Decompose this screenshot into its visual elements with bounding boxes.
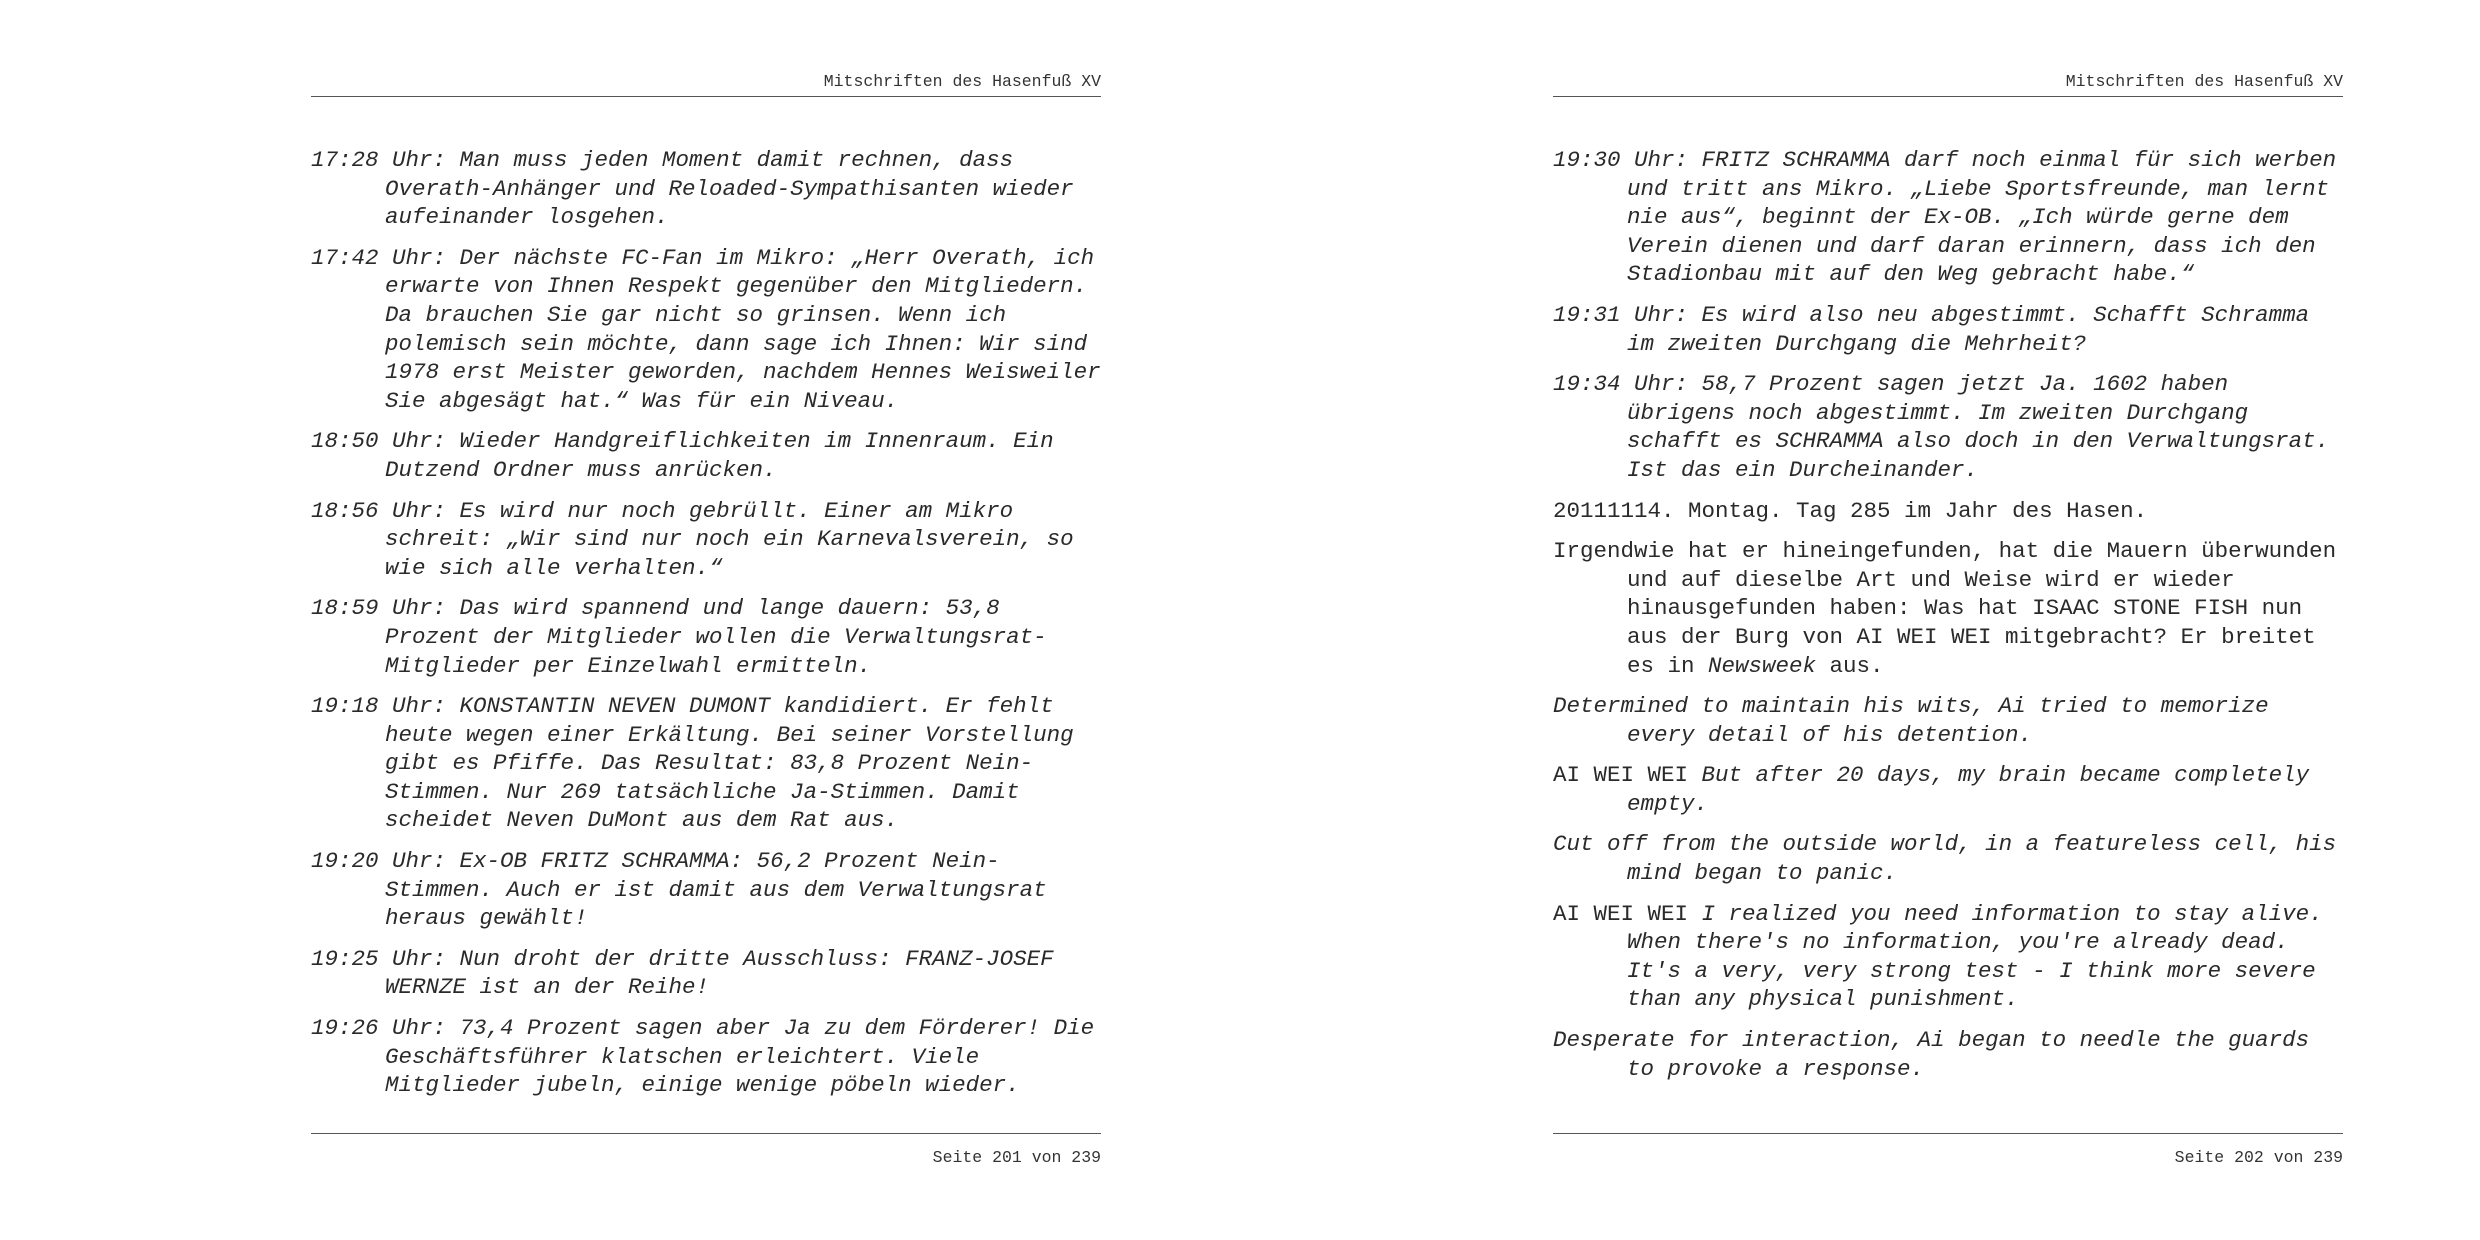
entry-text: 19:25 Uhr: Nun droht der dritte Ausschluss: FRANZ-JOSEF WERNZE ist an der Reihe! bbox=[311, 945, 1054, 1001]
entry-text: 19:18 Uhr: KONSTANTIN NEVEN DUMONT kandidiert. Er fehlt heute wegen einer Erkältung. Bei seiner Vorstellung gibt es Pfiffe. Das Resultat: 83,8 Prozent Nein-Stimmen. Nur 269 tatsächliche Ja-Stimmen. Damit scheidet Neven DuMont aus dem Rat aus. bbox=[311, 693, 1074, 834]
page-body bbox=[311, 146, 1101, 1112]
entry-text: 17:28 Uhr: Man muss jeden Moment damit rechnen, dass Overath-Anhänger und Reloaded-Sympathisanten wieder aufeinander losgehen. bbox=[311, 147, 1074, 231]
entry-paragraph bbox=[1553, 497, 2343, 526]
entry-text: 18:50 Uhr: Wieder Handgreiflichkeiten im Innenraum. Ein Dutzend Ordner muss anrücken. bbox=[311, 428, 1054, 483]
entry-paragraph bbox=[311, 847, 1101, 933]
entry-text: 18:59 Uhr: Das wird spannend und lange dauern: 53,8 Prozent der Mitglieder wollen die Verwaltungsrat-Mitglieder per Einzelwahl ermitteln. bbox=[311, 595, 1047, 679]
entry-paragraph bbox=[1553, 830, 2343, 887]
entry-text: But after 20 days, my brain became completely empty. bbox=[1627, 762, 2310, 817]
entry-paragraph bbox=[311, 692, 1101, 835]
entry-paragraph bbox=[1553, 537, 2343, 680]
entry-paragraph bbox=[311, 244, 1101, 416]
entry-paragraph bbox=[311, 427, 1101, 484]
header-rule bbox=[311, 96, 1101, 97]
footer-rule bbox=[311, 1133, 1101, 1134]
entry-text: 20111114. Montag. Tag 285 im Jahr des Hasen. bbox=[1553, 497, 2148, 524]
entry-paragraph bbox=[1553, 692, 2343, 749]
right-page bbox=[1553, 0, 2343, 1240]
entry-text: 19:26 Uhr: 73,4 Prozent sagen aber Ja zu dem Förderer! Die Geschäftsführer klatschen erleichtert. Viele Mitglieder jubeln, einige wenige pöbeln wieder. bbox=[311, 1015, 1095, 1099]
page-footer: Seite 202 von 239 bbox=[2174, 1148, 2343, 1167]
entry-text: AI WEI WEI bbox=[1553, 762, 1702, 789]
entry-text: 19:34 Uhr: 58,7 Prozent sagen jetzt Ja. 1602 haben übrigens noch abgestimmt. Im zweiten Durchgang schafft es SCHRAMMA also doch in den Verwaltungsrat. Ist das ein Durcheinander. bbox=[1553, 371, 2330, 483]
page-body bbox=[1553, 146, 2343, 1095]
entry-text: Desperate for interaction, Ai began to needle the guards to provoke a response. bbox=[1553, 1027, 2310, 1082]
entry-paragraph bbox=[1553, 900, 2343, 1014]
entry-text: 19:20 Uhr: Ex-OB FRITZ SCHRAMMA: 56,2 Prozent Nein-Stimmen. Auch er ist damit aus dem Verwaltungsrat heraus gewählt! bbox=[311, 848, 1047, 932]
entry-paragraph bbox=[311, 594, 1101, 680]
entry-paragraph bbox=[311, 1014, 1101, 1100]
entry-paragraph bbox=[1553, 301, 2343, 358]
entry-text: I realized you need information to stay alive. When there's no information, you're already dead. It's a very, very strong test - I think more severe than any physical punishment. bbox=[1627, 900, 2323, 1013]
entry-paragraph bbox=[1553, 761, 2343, 818]
page-footer: Seite 201 von 239 bbox=[932, 1148, 1101, 1167]
footer-rule bbox=[1553, 1133, 2343, 1134]
entry-paragraph bbox=[311, 146, 1101, 232]
entry-text: 19:30 Uhr: FRITZ SCHRAMMA darf noch einmal für sich werben und tritt ans Mikro. „Liebe Sportsfreunde, man lernt nie aus“, beginnt der Ex-OB. „Ich würde gerne dem Verein dienen und darf daran erinnern, dass ich den Stadionbau mit auf den Weg gebracht habe.“ bbox=[1553, 147, 2337, 288]
entry-paragraph bbox=[1553, 370, 2343, 484]
entry-text: aus. bbox=[1816, 652, 1884, 679]
entry-text: AI WEI WEI bbox=[1553, 900, 1702, 927]
page-header: Mitschriften des Hasenfuß XV bbox=[2065, 72, 2343, 91]
entry-text: Irgendwie hat er hineingefunden, hat die Mauern überwunden und auf dieselbe Art und Weise wird er wieder hinausgefunden haben: Was hat ISAAC STONE FISH nun aus der Burg von AI WEI WEI mitgebracht? Er breitet es in bbox=[1553, 538, 2337, 679]
entry-text: Newsweek bbox=[1708, 652, 1817, 679]
entry-text: Determined to maintain his wits, Ai tried to memorize every detail of his detention. bbox=[1553, 693, 2269, 748]
entry-paragraph bbox=[311, 945, 1101, 1002]
left-page bbox=[311, 0, 1101, 1240]
header-rule bbox=[1553, 96, 2343, 97]
entry-text: Cut off from the outside world, in a featureless cell, his mind began to panic. bbox=[1553, 831, 2337, 887]
entry-text: 17:42 Uhr: Der nächste FC-Fan im Mikro: „Herr Overath, ich erwarte von Ihnen Respekt gegenüber den Mitgliedern. Da brauchen Sie gar nicht so grinsen. Wenn ich polemisch sein möchte, dann sage ich Ihnen: Wir sind 1978 erst Meister geworden, nachdem Hennes Weisweiler Sie abgesägt hat.“ Was für ein Niveau. bbox=[311, 244, 1101, 414]
entry-paragraph bbox=[1553, 146, 2343, 289]
entry-text: 19:31 Uhr: Es wird also neu abgestimmt. Schafft Schramma im zweiten Durchgang die Mehrheit? bbox=[1553, 301, 2310, 357]
entry-paragraph bbox=[311, 497, 1101, 583]
entry-text: 18:56 Uhr: Es wird nur noch gebrüllt. Einer am Mikro schreit: „Wir sind nur noch ein Karnevalsverein, so wie sich alle verhalten.“ bbox=[311, 497, 1074, 581]
page-header: Mitschriften des Hasenfuß XV bbox=[823, 72, 1101, 91]
entry-paragraph bbox=[1553, 1026, 2343, 1083]
